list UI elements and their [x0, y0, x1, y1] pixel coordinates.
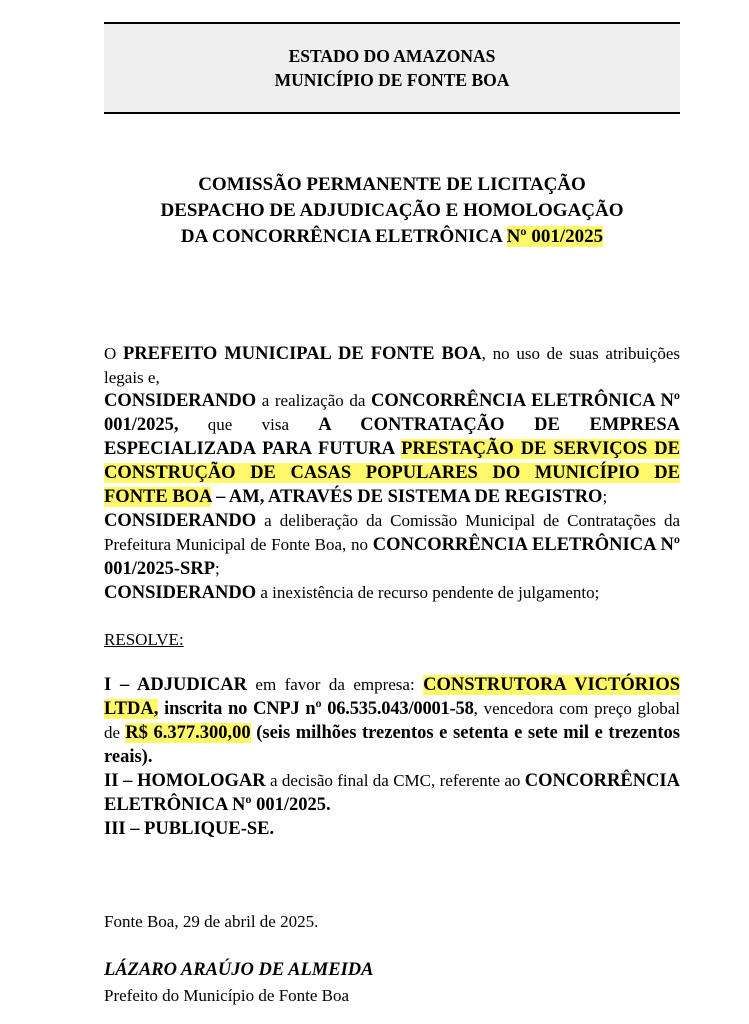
- bold-text: A CONTRATAÇÃO DE EMPRESA ESPECIALIZADA PARA FUTURA: [104, 415, 680, 459]
- bold-text: II – HOMOLOGAR: [104, 771, 266, 791]
- signer-name: LÁZARO ARAÚJO DE ALMEIDA: [104, 960, 374, 980]
- highlighted-object: PRESTAÇÃO DE SERVIÇOS DE CONSTRUÇÃO DE CASAS POPULARES DO MUNICÍPIO DE FONTE BOA: [104, 439, 680, 507]
- bold-text: inscrita no CNPJ nº 06.535.043/0001-58: [158, 699, 474, 719]
- text: , vencedora com preço global de: [104, 699, 680, 742]
- text: a decisão final da CMC, referente ao: [265, 771, 525, 790]
- title-line-3-text: DA CONCORRÊNCIA ELETRÔNICA: [180, 226, 507, 247]
- state-name: ESTADO DO AMAZONAS: [288, 46, 496, 66]
- bold-text: I – ADJUDICAR: [104, 675, 247, 695]
- paragraph-considerando-1: [104, 389, 680, 509]
- bold-text: CONSIDERANDO: [104, 391, 257, 411]
- text: O: [104, 344, 123, 363]
- text: ;: [215, 559, 220, 578]
- text: a deliberação da Comissão Municipal de Contratações da Prefeitura Municipal de Fonte Boa, no: [104, 511, 680, 554]
- item-iii-publique: [104, 817, 680, 841]
- bold-text: – AM, ATRAVÉS DE SISTEMA DE REGISTRO: [211, 487, 603, 507]
- bold-text: CONCORRÊNCIA ELETRÔNICA Nº 001/2025,: [104, 391, 680, 435]
- text: a inexistência de recurso pendente de julgamento;: [256, 583, 600, 602]
- highlighted-company: CONSTRUTORA VICTÓRIOS LTDA,: [104, 675, 681, 719]
- title-line-3: [104, 224, 680, 250]
- bold-text: CONSIDERANDO: [104, 511, 257, 531]
- item-ii-homologar: [104, 769, 680, 817]
- paragraph-considerando-2: [104, 509, 680, 581]
- document-header: [104, 22, 680, 114]
- document-body: [104, 342, 680, 841]
- signer-role: Prefeito do Município de Fonte Boa: [104, 986, 350, 1005]
- bold-text: CONCORRÊNCIA ELETRÔNICA Nº 001/2025.: [104, 771, 680, 815]
- paragraph-intro: [104, 342, 680, 389]
- bold-text: CONCORRÊNCIA ELETRÔNICA Nº 001/2025-SRP: [104, 535, 680, 579]
- document-title: [104, 172, 680, 250]
- text: que visa: [178, 415, 319, 434]
- resolve-heading: RESOLVE:: [104, 630, 184, 649]
- bold-text: III – PUBLIQUE-SE.: [104, 819, 275, 839]
- bold-text: PREFEITO MUNICIPAL DE FONTE BOA: [123, 344, 482, 364]
- highlighted-price: R$ 6.377.300,00: [125, 723, 251, 743]
- title-line-1: COMISSÃO PERMANENTE DE LICITAÇÃO: [198, 174, 586, 195]
- bold-text: CONSIDERANDO: [104, 583, 257, 603]
- document-date: Fonte Boa, 29 de abril de 2025.: [104, 912, 319, 931]
- bold-text: (seis milhões trezentos e setenta e sete mil e trezentos reais).: [104, 723, 680, 767]
- title-number-highlight: Nº 001/2025: [506, 226, 604, 247]
- text: a realização da: [256, 391, 372, 410]
- text: ;: [602, 487, 608, 506]
- municipality-name: MUNICÍPIO DE FONTE BOA: [274, 70, 510, 90]
- text: , no uso de suas atribuições legais e,: [104, 344, 680, 387]
- item-i-adjudicar: [104, 673, 680, 769]
- title-line-2: DESPACHO DE ADJUDICAÇÃO E HOMOLOGAÇÃO: [160, 200, 624, 221]
- paragraph-considerando-3: [104, 581, 680, 605]
- text: em favor da empresa:: [246, 675, 424, 694]
